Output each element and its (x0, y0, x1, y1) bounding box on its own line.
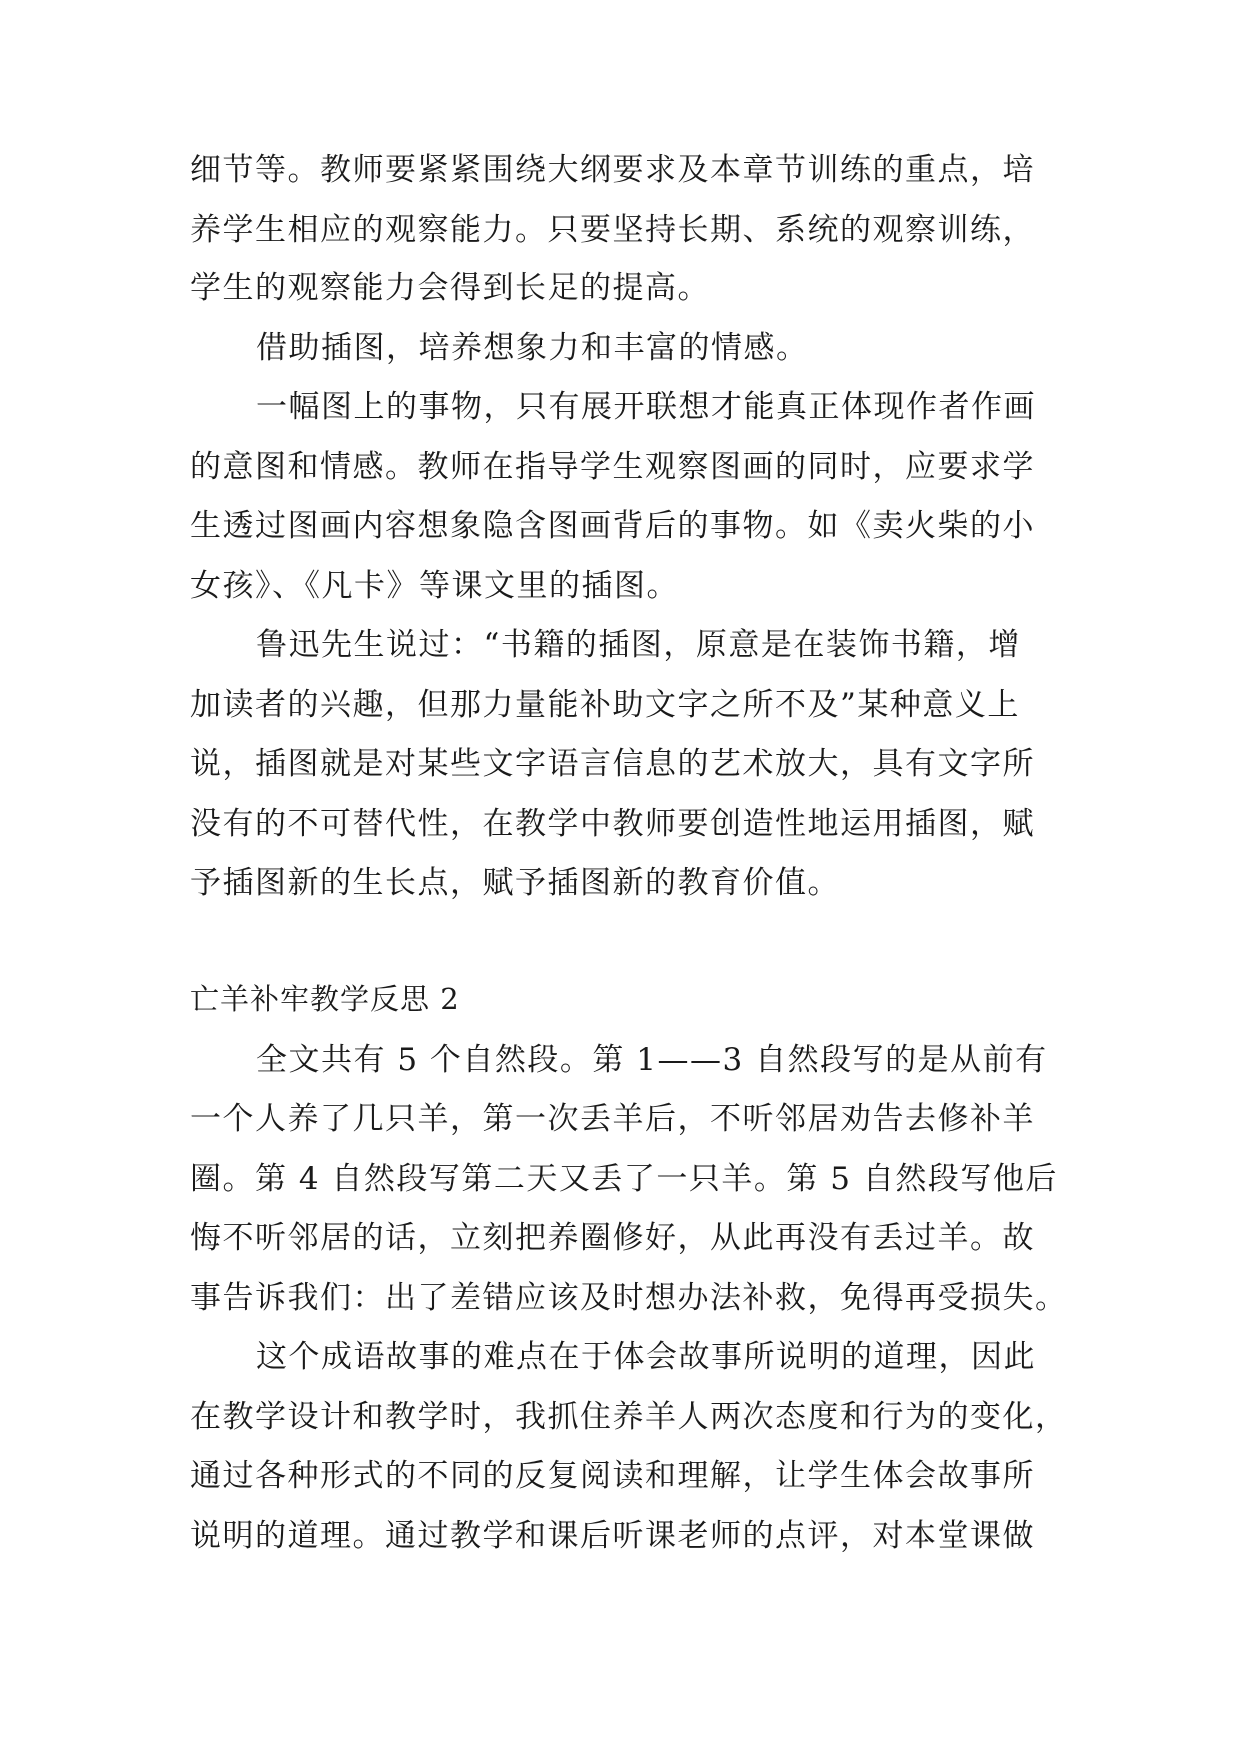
text-line: 借助插图，培养想象力和丰富的情感。 (256, 330, 809, 366)
text-line: 在教学设计和教学时，我抓住养羊人两次态度和行为的变化， (190, 1399, 1068, 1435)
text-line: 细节等。教师要紧紧围绕大纲要求及本章节训练的重点，培 (190, 152, 1035, 188)
section-title: 亡羊补牢教学反思 2 (190, 982, 460, 1016)
text-line: 说明的道理。通过教学和课后听课老师的点评，对本堂课做 (190, 1518, 1035, 1554)
text-line: 养学生相应的观察能力。只要坚持长期、系统的观察训练， (190, 212, 1035, 248)
text-line: 一个人养了几只羊，第一次丢羊后，不听邻居劝告去修补羊 (190, 1101, 1035, 1137)
text-line: 加读者的兴趣，但那力量能补助文字之所不及”某种意义上 (190, 687, 1020, 723)
text-line: 通过各种形式的不同的反复阅读和理解，让学生体会故事所 (190, 1458, 1035, 1494)
text-line: 悔不听邻居的话，立刻把养圈修好，从此再没有丢过羊。故 (190, 1220, 1035, 1256)
text-line: 女孩》、《凡卡》等课文里的插图。 (190, 568, 679, 604)
text-line: 一幅图上的事物，只有展开联想才能真正体现作者作画 (256, 389, 1036, 425)
text-line: 这个成语故事的难点在于体会故事所说明的道理，因此 (256, 1339, 1036, 1375)
text-line: 说，插图就是对某些文字语言信息的艺术放大，具有文字所 (190, 746, 1035, 782)
text-line: 生透过图画内容想象隐含图画背后的事物。如《卖火柴的小 (190, 508, 1035, 544)
text-line: 没有的不可替代性，在教学中教师要创造性地运用插图，赋 (190, 806, 1035, 842)
text-line: 学生的观察能力会得到长足的提高。 (190, 270, 710, 306)
text-line: 的意图和情感。教师在指导学生观察图画的同时，应要求学 (190, 449, 1035, 485)
text-line: 事告诉我们：出了差错应该及时想办法补救，免得再受损失。 (190, 1280, 1068, 1316)
text-line: 予插图新的生长点，赋予插图新的教育价值。 (190, 865, 840, 901)
text-line: 全文共有 5 个自然段。第 1——3 自然段写的是从前有 (256, 1042, 1048, 1078)
text-line: 鲁迅先生说过：“书籍的插图，原意是在装饰书籍，增 (256, 627, 1021, 663)
text-line: 圈。第 4 自然段写第二天又丢了一只羊。第 5 自然段写他后 (190, 1161, 1058, 1197)
